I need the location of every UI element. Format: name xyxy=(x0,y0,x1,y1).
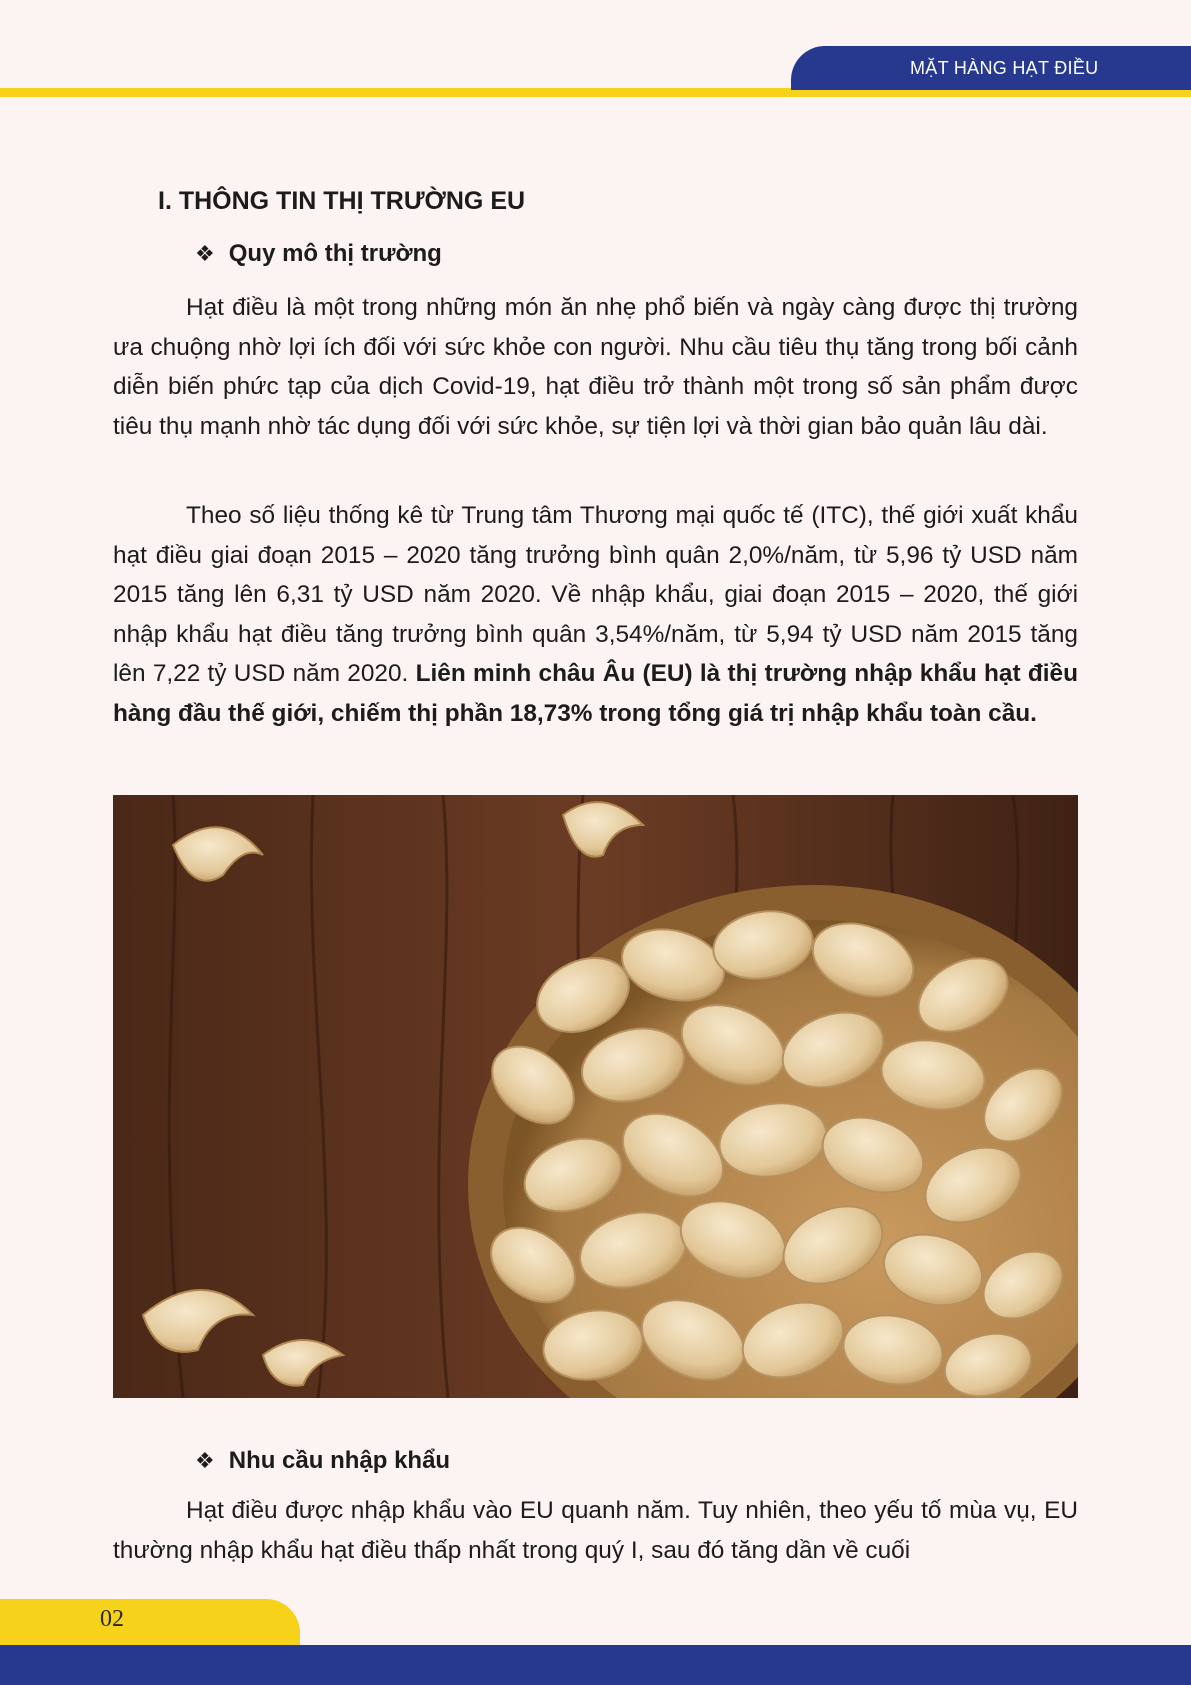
page-number-tab xyxy=(0,1599,300,1645)
paragraph-text: Hạt điều được nhập khẩu vào EU quanh năm. Tuy nhiên, theo yếu tố mùa vụ, EU thường nhập khẩu hạt điều thấp nhất trong quý I, sau đó tăng dần về cuối xyxy=(113,1497,1078,1564)
paragraph-highlight: Liên minh châu Âu (EU) là thị trường nhập khẩu hạt điều hàng đầu thế giới, chiếm thị phần 18,73% trong tổng giá trị nhập khẩu toàn cầu. xyxy=(113,660,1078,727)
footer-bar xyxy=(0,1645,1191,1685)
paragraph-text: Hạt điều là một trong những món ăn nhẹ phổ biến và ngày càng được thị trường ưa chuộng nhờ lợi ích đối với sức khỏe con người. Nhu cầu tiêu thụ tăng trong bối cảnh diễn biến phức tạp của dịch Covid-19, hạt điều trở thành một trong số sản phẩm được tiêu thụ mạnh nhờ tác dụng đối với sức khỏe, sự tiện lợi và thời gian bảo quản lâu dài. xyxy=(113,294,1078,440)
subheading-import-demand xyxy=(195,1447,450,1475)
header-tab xyxy=(791,46,1191,90)
section-title: I. THÔNG TIN THỊ TRƯỜNG EU xyxy=(158,187,526,215)
subheading-label: Nhu cầu nhập khẩu xyxy=(228,1447,451,1474)
subheading-label: Quy mô thị trường xyxy=(228,240,442,267)
cashew-bowl-photo xyxy=(113,795,1078,1398)
paragraph-text: Theo số liệu thống kê từ Trung tâm Thương mại quốc tế (ITC), thế giới xuất khẩu hạt điều giai đoạn 2015 – 2020 tăng trưởng bình quân 2,0%/năm, từ 5,96 tỷ USD năm 2015 tăng lên 6,31 tỷ USD năm 2020. Về nhập khẩu, giai đoạn 2015 – 2020, thế giới nhập khẩu hạt điều tăng trưởng bình quân 3,54%/năm, từ 5,94 tỷ USD năm 2015 tăng lên 7,22 tỷ USD năm 2020. xyxy=(113,502,1078,687)
diamond-bullet-icon: ❖ xyxy=(195,241,215,266)
subheading-market-size xyxy=(195,240,442,268)
body-paragraph-1 xyxy=(113,288,1078,446)
page-number: 02 xyxy=(100,1606,124,1632)
header-title: MẶT HÀNG HẠT ĐIỀU xyxy=(910,57,1099,78)
body-paragraph-3 xyxy=(113,1491,1078,1570)
diamond-bullet-icon: ❖ xyxy=(195,1448,215,1473)
body-paragraph-2 xyxy=(113,496,1078,733)
